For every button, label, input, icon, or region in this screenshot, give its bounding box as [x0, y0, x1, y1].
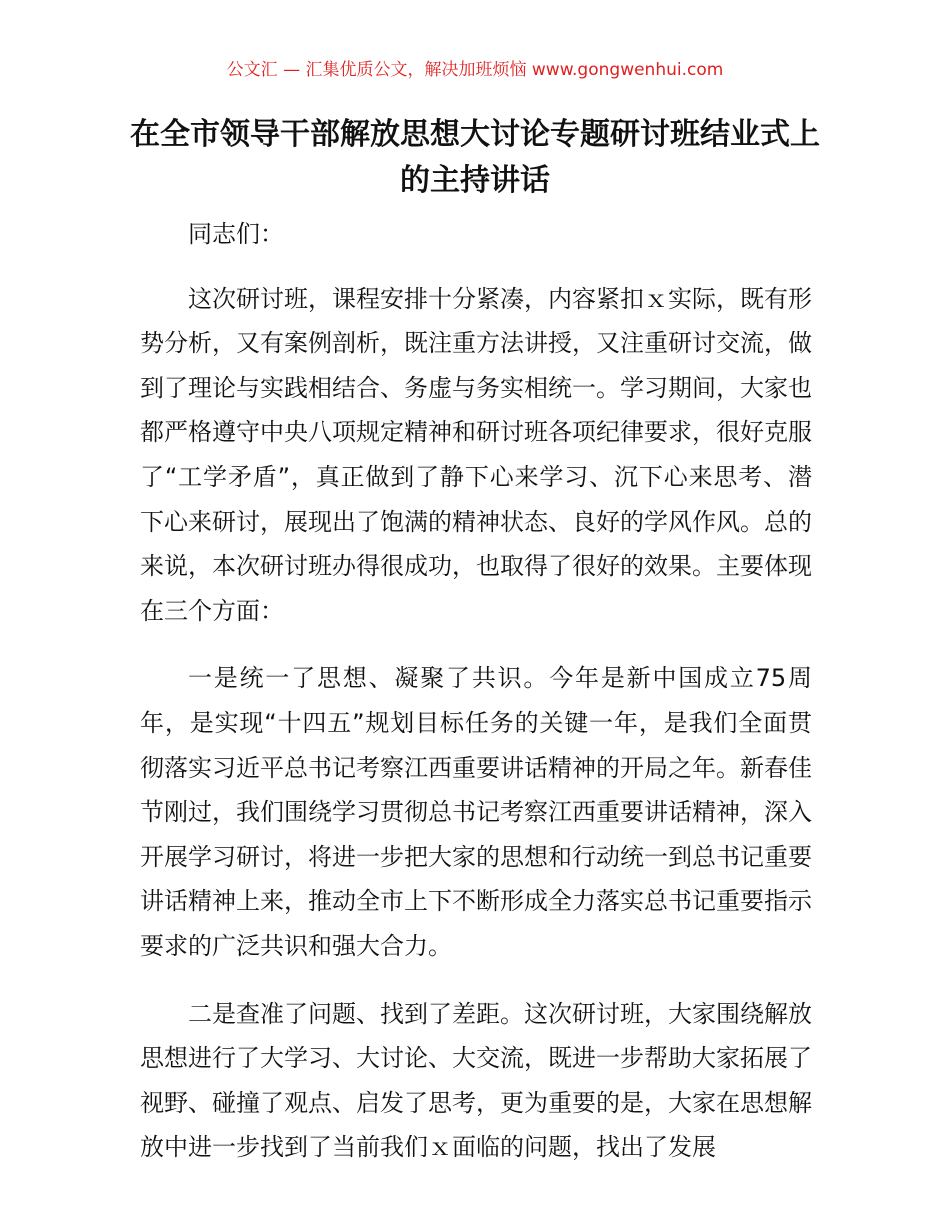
salutation: 同志们：: [188, 220, 284, 248]
paragraph-2: 一是统一了思想、凝聚了共识。今年是新中国成立75周年，是实现“十四五”规划目标任务的关键一年，是我们全面贯彻落实习近平总书记考察江西重要讲话精神的开局之年。新春佳节刚过，我们围绕学习贯彻总书记考察江西重要讲话精神，深入开展学习研讨，将进一步把大家的思想和行动统一到总书记重要讲话精神上来，推动全市上下不断形成全力落实总书记重要指示要求的广泛共识和强大合力。: [140, 664, 812, 960]
paragraph-3: 二是查准了问题、找到了差距。这次研讨班，大家围绕解放思想进行了大学习、大讨论、大交流，既进一步帮助大家拓展了视野、碰撞了观点、启发了思考，更为重要的是，大家在思想解放中进一步找到了当前我们ｘ面临的问题，找出了发展: [140, 999, 812, 1162]
document-body: [140, 212, 812, 1170]
header-banner: 公文汇 — 汇集优质公文，解决加班烦恼 www.gongwenhui.com: [226, 60, 724, 80]
paragraph-1: 这次研讨班，课程安排十分紧凑，内容紧扣ｘ实际，既有形势分析，又有案例剖析，既注重方法讲授，又注重研讨交流，做到了理论与实践相结合、务虚与务实相统一。学习期间，大家也都严格遵守中央八项规定精神和研讨班各项纪律要求，很好克服了“工学矛盾”，真正做到了静下心来学习、沉下心来思考、潜下心来研讨，展现出了饱满的精神状态、良好的学风作风。总的来说，本次研讨班办得很成功，也取得了很好的效果。主要体现在三个方面：: [140, 284, 812, 625]
page-title: 在全市领导干部解放思想大讨论专题研讨班结业式上的主持讲话: [130, 117, 820, 198]
